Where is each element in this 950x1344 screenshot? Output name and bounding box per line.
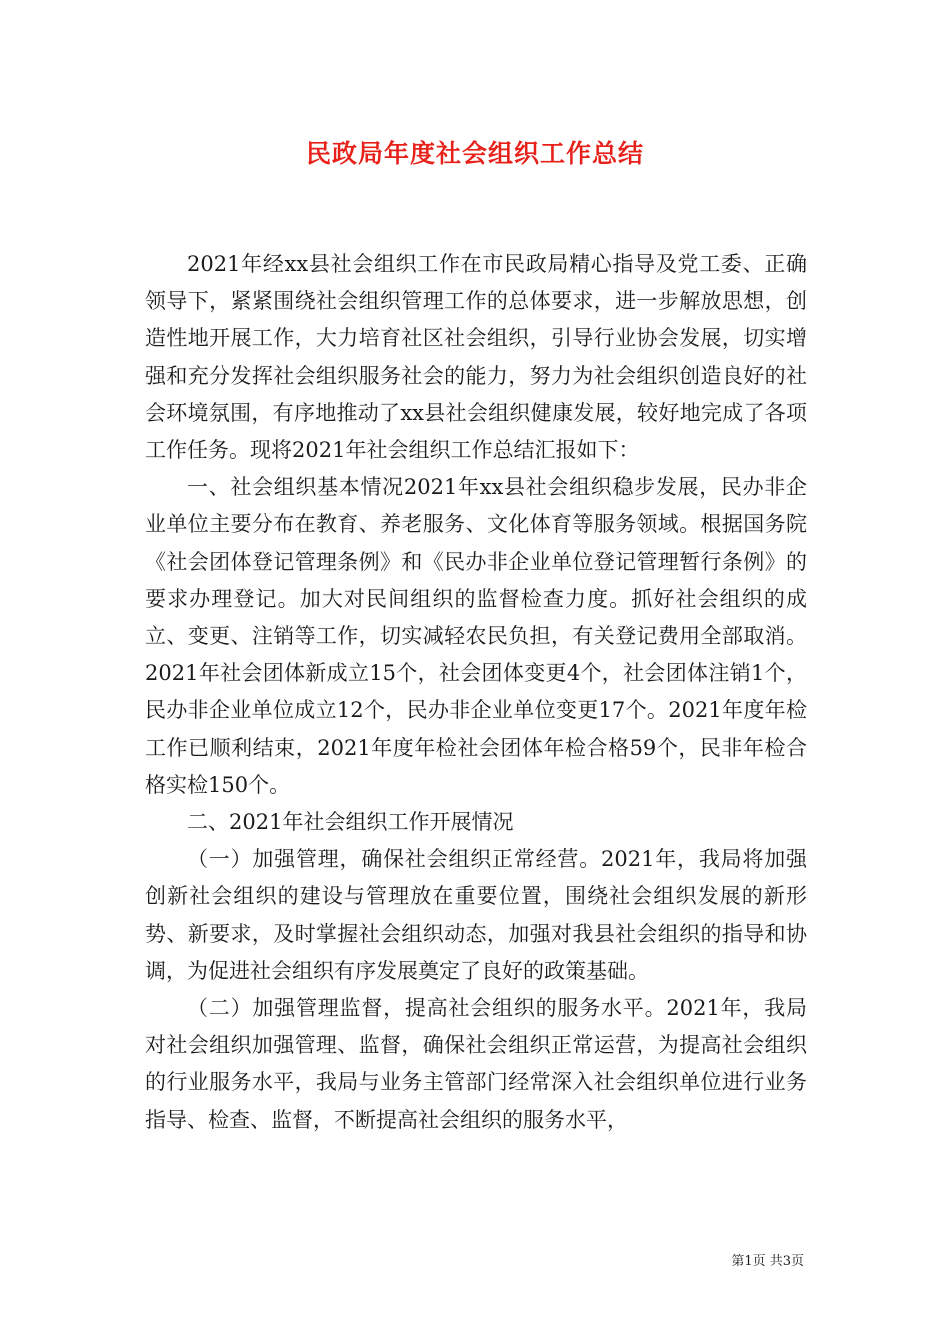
paragraph-section-1: 一、社会组织基本情况2021年xx县社会组织稳步发展，民办非企业单位主要分布在教育、养老服务、文化体育等服务领域。根据国务院《社会团体登记管理条例》和《民办非企业单位登记管理暂行条例》的要求办理登记。加大对民间组织的监督检查力度。抓好社会组织的成立、变更、注销等工作，切实减轻农民负担，有关登记费用全部取消。2021年社会团体新成立15个，社会团体变更4个，社会团体注销1个，民办非企业单位成立12个，民办非企业单位变更17个。2021年度年检工作已顺利结束，2021年度年检社会团体年检合格59个，民非年检合格实检150个。 [145,475,807,797]
paragraph-intro: 2021年经xx县社会组织工作在市民政局精心指导及党工委、正确领导下，紧紧围绕社会组织管理工作的总体要求，进一步解放思想，创造性地开展工作，大力培育社区社会组织，引导行业协会发展，切实增强和充分发挥社会组织服务社会的能力，努力为社会组织创造良好的社会环境氛围，有序地推动了xx县社会组织健康发展，较好地完成了各项工作任务。现将2021年社会组织工作总结汇报如下： [145,252,807,463]
page-number-footer: 第1页 共3页 [731,1254,804,1269]
paragraph-subsection-2: （二）加强管理监督，提高社会组织的服务水平。2021年，我局对社会组织加强管理、监督，确保社会组织正常运营，为提高社会组织的行业服务水平，我局与业务主管部门经常深入社会组织单位进行业务指导、检查、监督，不断提高社会组织的服务水平， [145,996,807,1132]
document-title: 民政局年度社会组织工作总结 [305,139,644,168]
paragraph-subsection-1: （一）加强管理，确保社会组织正常经营。2021年，我局将加强创新社会组织的建设与管理放在重要位置，围绕社会组织发展的新形势、新要求，及时掌握社会组织动态，加强对我县社会组织的指导和协调，为促进社会组织有序发展奠定了良好的政策基础。 [145,847,807,983]
paragraph-section-2-heading: 二、2021年社会组织工作开展情况 [187,810,514,835]
document-body [145,246,807,1139]
